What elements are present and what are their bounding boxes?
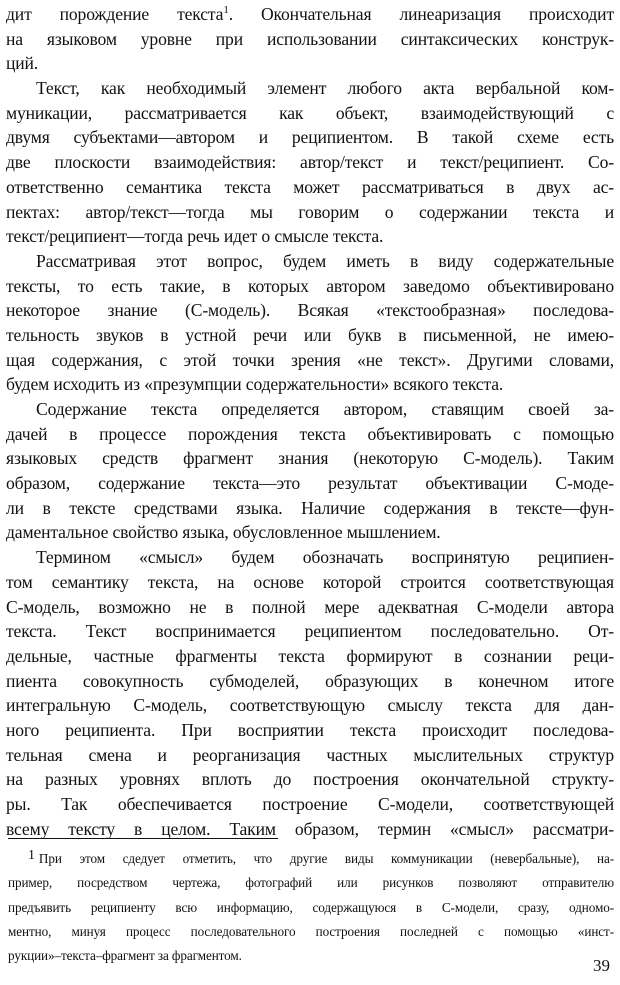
text-line-content: муникации, рассматривается как объект, взаимодействующий с — [6, 102, 614, 123]
text-line — [6, 150, 614, 175]
text-line — [6, 323, 614, 348]
text-line — [6, 274, 614, 299]
text-line-content: Текст, как необходимый элемент любого акта вербальной ком- — [36, 78, 614, 99]
text-line-content: дит порождение текста — [6, 4, 224, 24]
text-line-content: языковых средств фрагмент знания (некоторую С-модель). Таким — [6, 448, 614, 469]
text-line — [6, 520, 614, 545]
footnote — [8, 847, 614, 968]
text-line — [6, 76, 614, 101]
text-line — [6, 422, 614, 447]
text-line — [6, 496, 614, 521]
footnote-mark: 1 — [28, 848, 35, 863]
text-line-content: даментальное свойство языка, обусловленное мышлением. — [6, 522, 441, 543]
text-line-content: образом, содержание текста—это результат объективации С-моде- — [6, 473, 614, 494]
text-line-content: текст/реципиент—тогда речь идет о смысле текста. — [6, 226, 384, 247]
text-line — [6, 372, 614, 397]
text-line-content: том семантику текста, на основе которой строится соответствующая — [6, 571, 614, 592]
main-text — [6, 2, 614, 841]
text-line-content: дачей в процессе порождения текста объективировать с помощью — [6, 423, 614, 444]
footnote-line — [28, 847, 614, 871]
text-line-content: пектах: автор/текст—тогда мы говорим о содержании текста и — [6, 201, 614, 222]
text-line-content: тельная смена и реорганизация частных мыслительных структур — [6, 744, 614, 765]
text-line-content: текста. Текст воспринимается реципиентом последовательно. От- — [6, 621, 614, 642]
text-line — [6, 743, 614, 768]
footnote-line-content: При этом сдедует отметить, что другие виды коммуникации (невербальные), на- — [38, 851, 614, 866]
text-line — [6, 669, 614, 694]
text-line-content: . Окончательная линеаризация происходит — [228, 4, 614, 24]
text-line-content: двумя субъектами—автором и реципиентом. В такой схеме есть — [6, 127, 614, 148]
page-number: 39 — [593, 956, 610, 975]
text-line — [6, 51, 614, 76]
text-line — [6, 2, 614, 27]
text-line-content: интегральную С-модель, соответствующую смыслу текста для дан- — [6, 695, 614, 716]
text-line-content: тельность звуков в устной речи или букв в письменной, не имею- — [6, 324, 614, 345]
text-line-content: щая содержания, с этой точки зрения «не текст». Другими словами, — [6, 349, 614, 370]
footnote-line — [8, 896, 614, 920]
text-line-content: некоторое знание (С-модель). Всякая «текстообразная» последова- — [6, 300, 614, 321]
text-line-content: тексты, то есть такие, в которых автором заведомо объективировано — [6, 275, 614, 296]
text-line — [6, 545, 614, 570]
footnote-reference: 1 — [223, 4, 229, 16]
text-line-content: ли в тексте средствами языка. Наличие содержания в тексте—фун- — [6, 497, 614, 518]
text-line — [6, 101, 614, 126]
text-line — [6, 175, 614, 200]
text-line-content: на языковом уровне при использовании синтаксических конструк- — [6, 28, 614, 49]
text-line — [6, 570, 614, 595]
text-line — [6, 718, 614, 743]
text-line-content: С-модель, возможно не в полной мере адекватная С-модели автора — [6, 596, 614, 617]
text-line-content: будем исходить из «презумпции содержательности» всякого текста. — [6, 374, 504, 395]
text-line — [6, 792, 614, 817]
text-line — [6, 644, 614, 669]
footnote-divider — [8, 838, 278, 839]
footnote-line-content: пример, посредством чертежа, фотографий или рисунков позволяют отправителю — [8, 875, 614, 891]
text-line-content: дельные, частные фрагменты текста формируют в сознании реци- — [6, 645, 614, 666]
text-line-content: Термином «смысл» будем обозначать воспринятую реципиен- — [36, 547, 614, 568]
text-line-content: пиента совокупность субмоделей, образующих в конечном итоге — [6, 670, 614, 691]
footnote-line — [8, 920, 614, 944]
text-line — [6, 446, 614, 471]
text-line-content: Содержание текста определяется автором, ставящим своей за- — [36, 399, 614, 419]
text-line — [6, 27, 614, 52]
text-line — [6, 298, 614, 323]
text-line-content: две плоскости взаимодействия: автор/текст и текст/реципиент. Со- — [6, 152, 614, 173]
text-line — [6, 767, 614, 792]
text-line-content: всему тексту в целом. Таким образом, термин «смысл» рассматри- — [6, 818, 614, 839]
text-line-content: на разных уровнях вплоть до построения окончательной структу- — [6, 769, 614, 790]
footnote-line — [8, 871, 614, 895]
text-line-content: ответственно семантика текста может рассматриваться в двух ас- — [6, 176, 614, 197]
text-line-content: ного реципиента. При восприятии текста происходит последова- — [6, 719, 614, 740]
text-line — [6, 125, 614, 150]
text-line-content: ры. Так обеспечивается построение С-модели, соответствующей — [6, 794, 614, 814]
text-line — [6, 619, 614, 644]
text-line — [6, 471, 614, 496]
footnote-line-content: рукции»–текста–фрагмент за фрагментом. — [8, 948, 242, 964]
footnote-line-content: ментно, минуя процесс последовательного построения последней с помощью «инст- — [8, 923, 614, 939]
footnote-line — [8, 944, 614, 968]
text-line — [6, 693, 614, 718]
text-line-content: Рассматривая этот вопрос, будем иметь в виду содержательные — [36, 250, 614, 271]
footnote-line-content: предъявить реципиенту всю информацию, содержащуюся в С-модели, сразу, одномо- — [8, 899, 614, 915]
text-line — [6, 249, 614, 274]
text-line — [6, 397, 614, 422]
text-line — [6, 200, 614, 225]
text-line — [6, 224, 614, 249]
text-line-content: ций. — [6, 53, 39, 74]
text-line — [6, 595, 614, 620]
text-line — [6, 348, 614, 373]
